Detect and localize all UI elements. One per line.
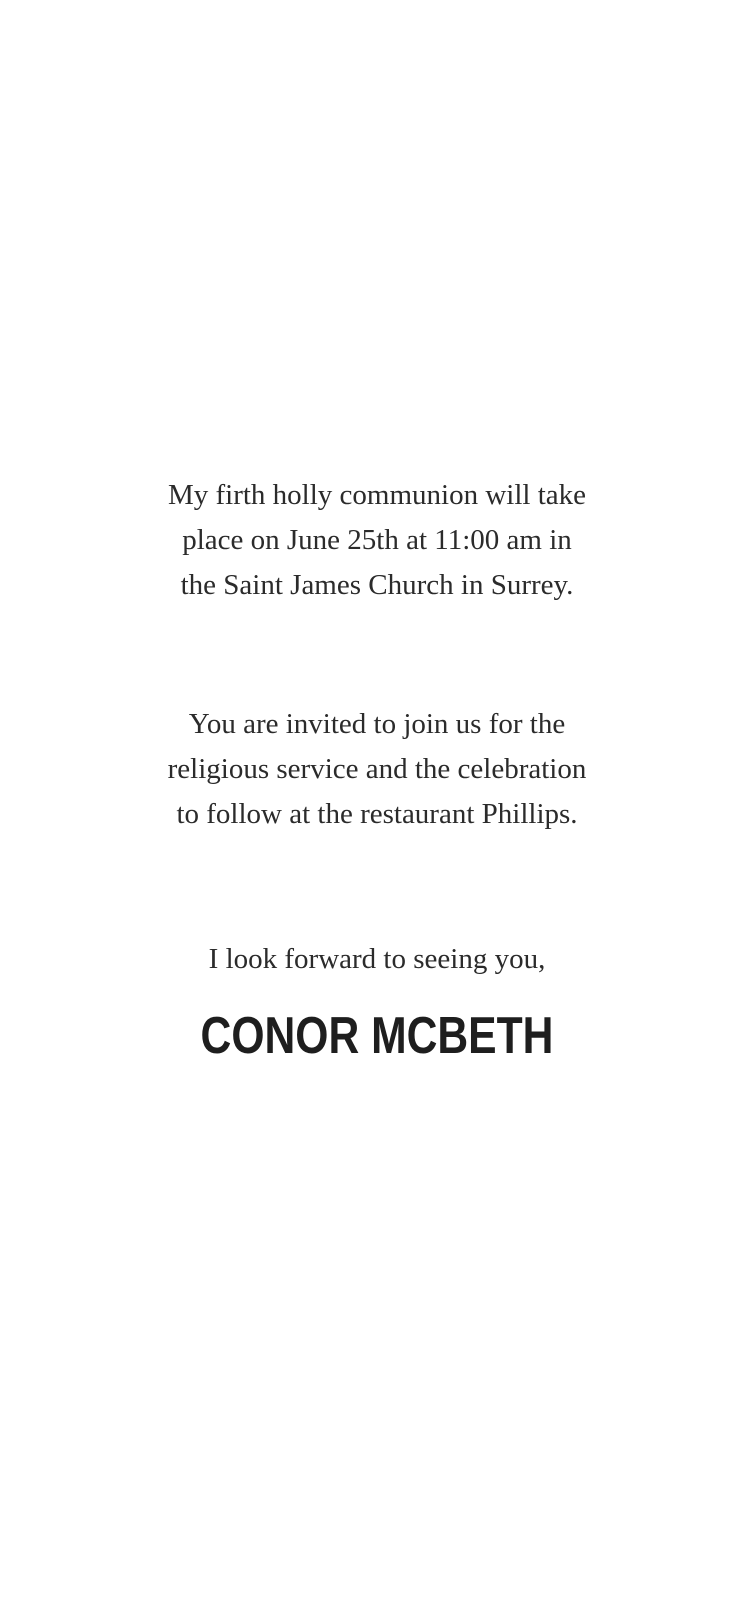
signature-name: CONOR MCBETH [200, 1007, 554, 1065]
invitation-paragraph [0, 702, 754, 837]
paragraph-line: My firth holly communion will take [167, 479, 587, 511]
closing-text: I look forward to seeing you, [208, 943, 546, 975]
paragraph-line: place on June 25th at 11:00 am in [182, 524, 572, 556]
paragraph-line: the Saint James Church in Surrey. [180, 569, 574, 601]
communion-details-paragraph [0, 473, 754, 608]
paragraph-line: religious service and the celebration [167, 753, 587, 785]
paragraph-line: You are invited to join us for the [188, 708, 566, 740]
paragraph-line: to follow at the restaurant Phillips. [176, 798, 578, 830]
closing-line [0, 937, 754, 982]
